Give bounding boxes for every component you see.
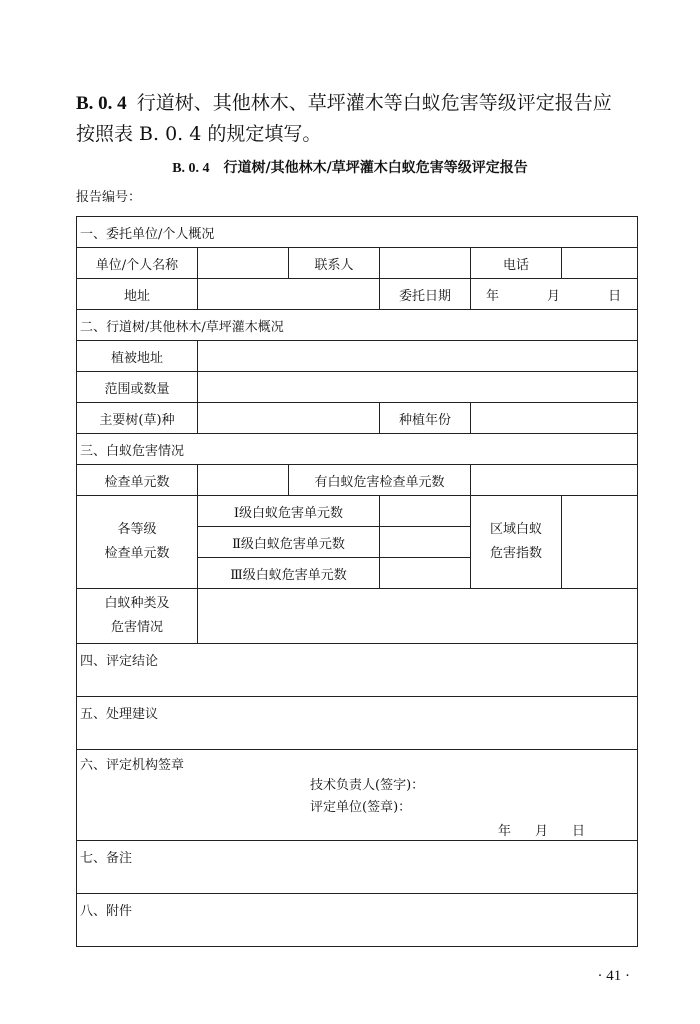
grade-1-row xyxy=(77,496,638,527)
seal-year: 年 xyxy=(498,824,512,839)
section-3-title: 三、白蚁危害情况 xyxy=(77,434,638,465)
tech-lead-signature-label: 技术负责人(签字)： xyxy=(310,778,425,793)
entrust-date-field[interactable] xyxy=(471,279,638,310)
unit-contact-row xyxy=(77,248,638,279)
termite-kind-label xyxy=(77,589,198,644)
seal-date xyxy=(498,820,585,839)
address-date-row xyxy=(77,279,638,310)
grade-2-label: Ⅱ级白蚁危害单元数 xyxy=(198,527,380,558)
intro-paragraph xyxy=(76,88,646,149)
section-6-title: 六、评定机构签章 xyxy=(80,758,185,773)
area-index-label-line-2: 危害指数 xyxy=(489,546,542,561)
plant-year-label: 种植年份 xyxy=(380,403,471,434)
section-4-row xyxy=(77,644,638,697)
area-index-label-line-1: 区域白蚁 xyxy=(489,522,542,537)
area-index-field[interactable] xyxy=(562,496,638,589)
assessment-report-form xyxy=(76,216,638,947)
section-8-row xyxy=(77,894,638,947)
section-2-header-row xyxy=(77,310,638,341)
plant-year-field[interactable] xyxy=(471,403,638,434)
species-row xyxy=(77,403,638,434)
species-label: 主要树(草)种 xyxy=(77,403,198,434)
contact-field[interactable] xyxy=(380,248,471,279)
caption-number: B. 0. 4 xyxy=(172,161,210,176)
scope-row xyxy=(77,372,638,403)
suggestion-section[interactable] xyxy=(77,697,638,750)
units-row xyxy=(77,465,638,496)
entrust-day: 日 xyxy=(608,288,622,304)
intro-text-1: 行道树、其他林木、草坪灌木等白蚁危害等级评定报告应 xyxy=(136,92,612,114)
units-damaged-field[interactable] xyxy=(471,465,638,496)
units-label: 检查单元数 xyxy=(77,465,198,496)
units-damaged-label: 有白蚁危害检查单元数 xyxy=(289,465,471,496)
phone-label: 电话 xyxy=(471,248,562,279)
termite-kind-field[interactable] xyxy=(198,589,638,644)
phone-field[interactable] xyxy=(562,248,638,279)
table-caption xyxy=(0,157,700,177)
unit-name-label: 单位/个人名称 xyxy=(77,248,198,279)
grade-3-field[interactable] xyxy=(380,558,471,589)
section-5-title: 五、处理建议 xyxy=(80,707,159,722)
remarks-section[interactable] xyxy=(77,841,638,894)
section-3-header-row xyxy=(77,434,638,465)
conclusion-section[interactable] xyxy=(77,644,638,697)
termite-kind-label-line-1: 白蚁种类及 xyxy=(104,596,170,611)
grade-2-field[interactable] xyxy=(380,527,471,558)
site-field[interactable] xyxy=(198,341,638,372)
site-row xyxy=(77,341,638,372)
section-1-header-row xyxy=(77,217,638,248)
area-index-label xyxy=(471,496,562,589)
entrust-year: 年 xyxy=(486,288,500,304)
contact-label: 联系人 xyxy=(289,248,380,279)
section-2-title: 二、行道树/其他林木/草坪灌木概况 xyxy=(77,310,638,341)
site-label: 植被地址 xyxy=(77,341,198,372)
org-seal-label: 评定单位(签章)： xyxy=(310,800,412,815)
section-5-row xyxy=(77,697,638,750)
attachment-section[interactable] xyxy=(77,894,638,947)
intro-line-1 xyxy=(76,88,646,119)
entrust-month: 月 xyxy=(547,288,561,304)
seal-day: 日 xyxy=(572,824,586,839)
intro-clause-number: B. 0. 4 xyxy=(76,93,127,114)
section-4-title: 四、评定结论 xyxy=(80,654,159,669)
termite-kind-row xyxy=(77,589,638,644)
section-6-row xyxy=(77,750,638,841)
seal-block xyxy=(80,754,633,840)
report-number-label: 报告编号： xyxy=(76,190,142,205)
grade-units-label-line-1: 各等级 xyxy=(117,522,157,537)
section-1-title: 一、委托单位/个人概况 xyxy=(77,217,638,248)
species-field[interactable] xyxy=(198,403,380,434)
units-field[interactable] xyxy=(198,465,289,496)
grade-3-label: Ⅲ级白蚁危害单元数 xyxy=(198,558,380,589)
scope-field[interactable] xyxy=(198,372,638,403)
grade-units-label xyxy=(77,496,198,589)
page-number: · 41 · xyxy=(597,968,630,984)
seal-section[interactable] xyxy=(77,750,638,841)
intro-text-2: 按照表 B. 0. 4 的规定填写。 xyxy=(76,123,322,145)
grade-1-label: Ⅰ级白蚁危害单元数 xyxy=(198,496,380,527)
seal-month: 月 xyxy=(535,824,549,839)
caption-title: 行道树/其他林木/草坪灌木白蚁危害等级评定报告 xyxy=(223,160,528,176)
grade-units-label-line-2: 检查单元数 xyxy=(104,546,170,561)
scope-label: 范围或数量 xyxy=(77,372,198,403)
unit-name-field[interactable] xyxy=(198,248,289,279)
address-label: 地址 xyxy=(77,279,198,310)
section-8-title: 八、附件 xyxy=(80,904,133,919)
termite-kind-label-line-2: 危害情况 xyxy=(110,620,163,635)
section-7-title: 七、备注 xyxy=(80,851,133,866)
entrust-date-label: 委托日期 xyxy=(380,279,471,310)
address-field[interactable] xyxy=(198,279,380,310)
grade-1-field[interactable] xyxy=(380,496,471,527)
section-7-row xyxy=(77,841,638,894)
